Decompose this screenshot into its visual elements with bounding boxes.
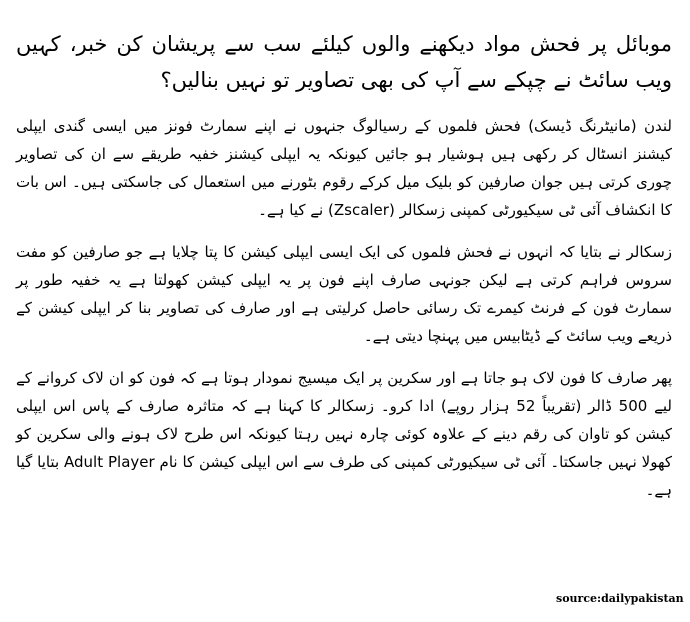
- article-paragraph: زسکالر نے بتایا کہ انہوں نے فحش فلموں کی ایک ایسی ایپلی کیشن کا پتا چلایا ہے جو صارفین کو مفت سروس فراہم کرتی ہے لیکن جونہی صارف اپنے فون پر یہ ایپلی کیشن کھولتا ہے یہ خفیہ طور پر سمارٹ فون کے فرنٹ کیمرے تک رسائی حاصل کرلیتی ہے اور صارف کی تصاویر بنا کر ایپلی کیشن کے ذریعے ویب سائٹ کے ڈیٹابیس میں پہنچا دیتی ہے۔: [16, 243, 672, 345]
- article-headline: موبائل پر فحش مواد دیکھنے والوں کیلئے سب سے پریشان کن خبر، کہیں ویب سائٹ نے چپکے سے آپ کی بھی تصاویر تو نہیں بنالیں؟: [16, 32, 672, 92]
- source-credit: source:dailypakistan: [556, 592, 684, 605]
- article-paragraph: لندن (مانیٹرنگ ڈیسک) فحش فلموں کے رسیالوگ جنہوں نے اپنے سمارٹ فونز میں ایسی گندی ایپلی کیشنز انسٹال کر رکھی ہیں ہوشیار ہو جائیں کیونکہ یہ ایپلی کیشنز خفیہ طریقے سے ان کی تصاویر چوری کرتی ہیں جوان صارفین کو بلیک میل کرکے رقوم بٹورنے میں استعمال کی جاسکتی ہیں۔ اس بات کا انکشاف آئی ٹی سیکیورٹی کمپنی زسکالر (Zscaler) نے کیا ہے۔: [16, 117, 672, 219]
- article-paragraph: پھر صارف کا فون لاک ہو جاتا ہے اور سکرین پر ایک میسیج نمودار ہوتا ہے کہ فون کو ان لاک کروانے کے لیے 500 ڈالر (تقریباً 52 ہزار روپے) ادا کرو۔ زسکالر کا کہنا ہے کہ متاثرہ صارف کے پاس اس ایپلی کیشن کو تاوان کی رقم دینے کے علاوہ کوئی چارہ نہیں رہتا کیونکہ اس طرح لاک ہونے والی سکرین کو کھولا نہیں جاسکتا۔ آئی ٹی سیکیورٹی کمپنی کی طرف سے اس ایپلی کیشن کا نام Adult Player بتایا گیا ہے۔: [16, 369, 673, 499]
